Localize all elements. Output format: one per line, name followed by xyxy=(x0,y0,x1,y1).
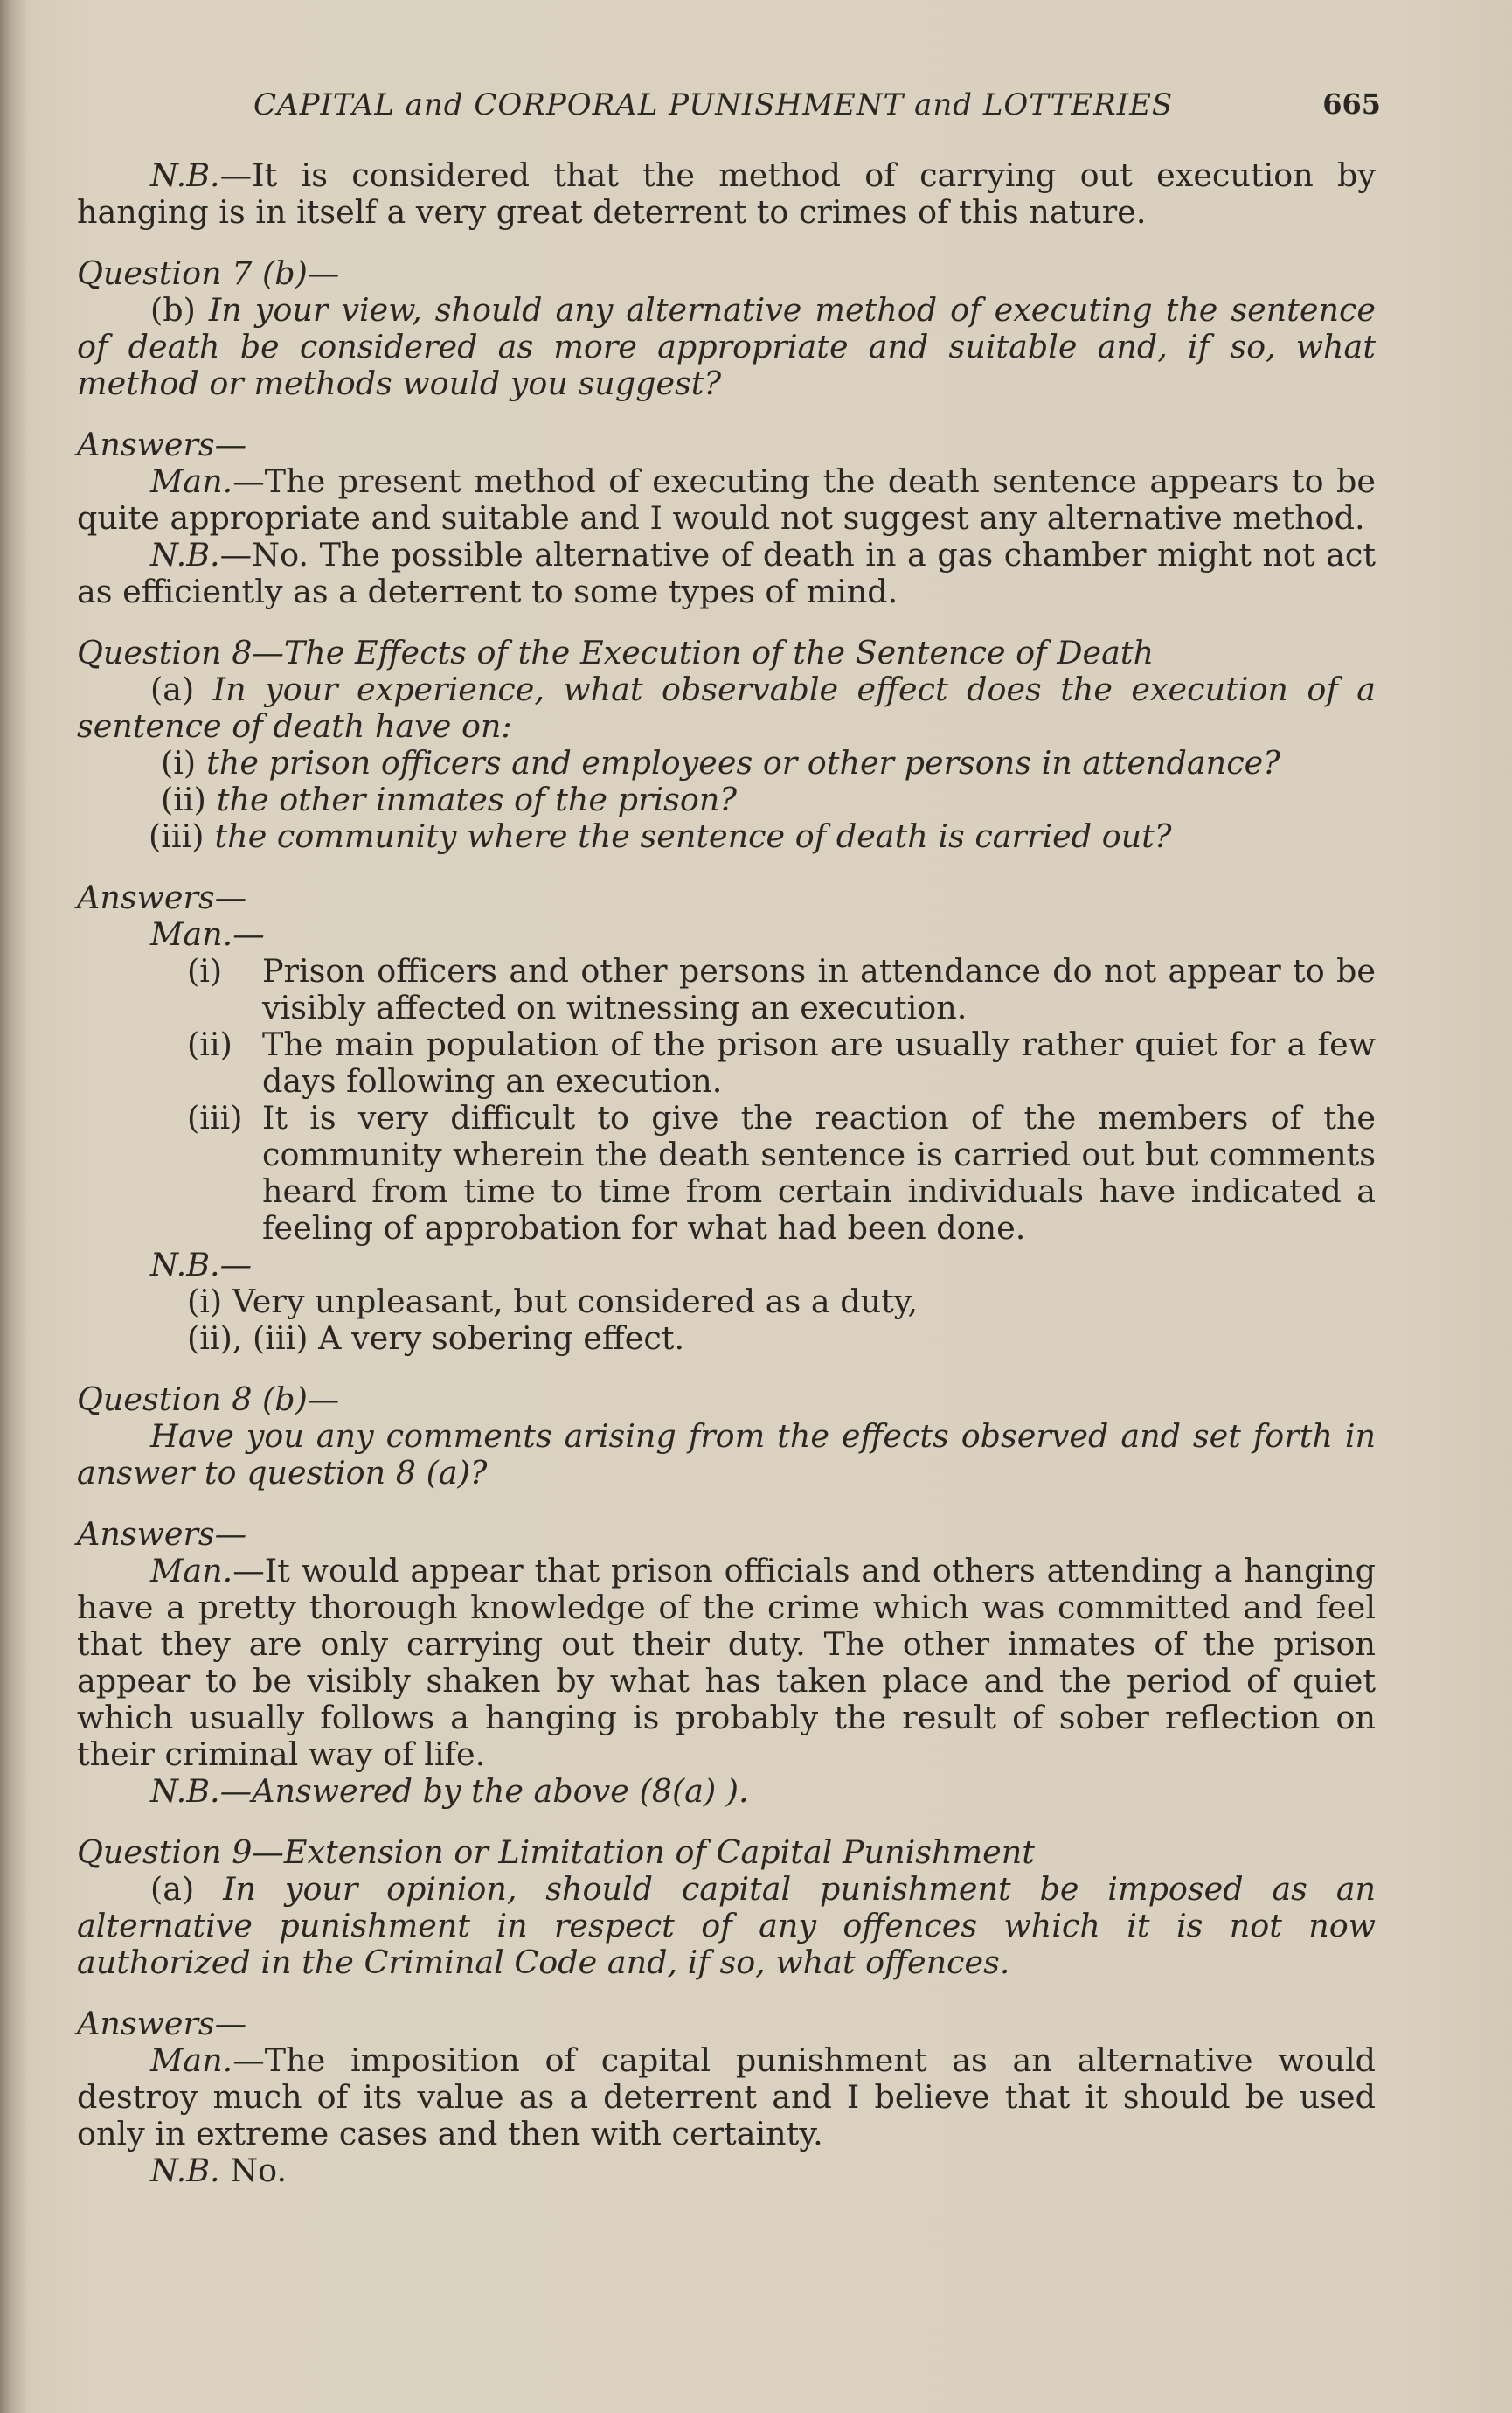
man-text: —The imposition of capital punishment as an alternative would destroy much of its value as a deterrent and I believe that it should be used only in extreme cases and then with certainty. xyxy=(77,2041,1376,2152)
question-7b-heading: Question 7 (b)— xyxy=(77,254,340,292)
question-label: (a) xyxy=(150,1870,195,1908)
answers-heading: Answers— xyxy=(77,426,247,463)
list-item xyxy=(161,782,1376,818)
item-number: (ii) xyxy=(161,781,206,818)
item-text: Prison officers and other persons in attendance do not appear to be visibly affected on witnessing an execution. xyxy=(262,952,1376,1026)
man-answer xyxy=(77,463,1376,537)
answers-heading: Answers— xyxy=(77,2005,247,2042)
item-number: (iii) xyxy=(149,817,205,855)
man-text: —The present method of executing the death sentence appears to be quite appropriate and suitable and I would not suggest any alternative method. xyxy=(77,462,1376,537)
man-label: Man. xyxy=(150,1552,233,1589)
page-binding-edge xyxy=(0,0,26,2413)
question-8b-heading: Question 8 (b)— xyxy=(77,1380,340,1418)
nb-text: No. xyxy=(219,2152,288,2189)
nb-list xyxy=(187,1283,1376,1357)
question-body: In your view, should any alternative method of executing the sentence of death be considered as more appropriate and suitable and, if so, what method or methods would you suggest? xyxy=(77,291,1376,402)
list-item xyxy=(187,1026,1376,1100)
question-9-heading: Question 9—Extension or Limitation of Capital Punishment xyxy=(77,1833,1035,1871)
man-label: Man. xyxy=(150,462,233,500)
question-7b-text xyxy=(77,292,1376,402)
man-label: Man.— xyxy=(150,915,265,953)
list-item: (i) Very unpleasant, but considered as a duty, xyxy=(187,1283,919,1320)
page-number: 665 xyxy=(1322,87,1381,121)
question-body: In your opinion, should capital punishment be imposed as an alternative punishment in respect of any offences which it is not now authorized in the Criminal Code and, if so, what offences. xyxy=(77,1870,1376,1981)
item-number: (i) xyxy=(187,952,223,990)
man-label: Man. xyxy=(150,2041,233,2079)
question-body: In your experience, what observable effect does the execution of a sentence of death have on: xyxy=(77,671,1376,745)
item-text: the community where the sentence of death is carried out? xyxy=(214,817,1172,855)
list-item xyxy=(187,953,1376,1026)
page-header xyxy=(253,87,1381,131)
nb-answer: N.B.—Answered by the above (8(a) ). xyxy=(150,1772,749,1810)
question-label: (b) xyxy=(150,291,196,329)
nb-paragraph xyxy=(77,157,1376,231)
list-item xyxy=(149,818,1376,855)
item-text: It is very difficult to give the reaction of the members of the community wherein the death sentence is carried out but comments heard from time to time from certain individuals have indicated a feeling of approbation for what had been done. xyxy=(262,1099,1376,1247)
question-8b-text: Have you any comments arising from the effects observed and set forth in answer to question 8 (a)? xyxy=(77,1417,1376,1492)
page-body xyxy=(77,157,1376,2189)
nb-label: N.B. xyxy=(150,156,220,194)
list-item xyxy=(161,745,1376,782)
list-item: (ii), (iii) A very sobering effect. xyxy=(187,1319,685,1357)
question-8-text xyxy=(77,671,1376,745)
item-number: (iii) xyxy=(187,1099,243,1137)
man-text: —It would appear that prison officials and others attending a hanging have a pretty thorough knowledge of the crime which was committed and feel that they are only carrying out their duty. The other inmates of the prison appear to be visibly shaken by what has taken place and the period of quiet which usually follows a hanging is probably the result of sober reflection on their criminal way of life. xyxy=(77,1552,1376,1773)
list-item xyxy=(187,1100,1376,1247)
item-number: (ii) xyxy=(187,1026,232,1063)
item-text: the prison officers and employees or other persons in attendance? xyxy=(206,744,1280,782)
man-answer xyxy=(77,1553,1376,1773)
nb-label: N.B.— xyxy=(150,1246,253,1283)
question-9-text xyxy=(77,1871,1376,1981)
item-text: the other inmates of the prison? xyxy=(216,781,737,818)
running-head: CAPITAL and CORPORAL PUNISHMENT and LOTTERIES xyxy=(253,87,1174,122)
nb-label: N.B. xyxy=(150,2152,220,2189)
question-8-heading: Question 8—The Effects of the Execution of the Sentence of Death xyxy=(77,634,1155,671)
question-label: (a) xyxy=(150,671,195,708)
answers-heading: Answers— xyxy=(77,879,247,916)
nb-answer xyxy=(77,537,1376,610)
man-answer xyxy=(77,2042,1376,2152)
nb-text: —No. The possible alternative of death in a gas chamber might not act as efficiently as a deterrent to some types of mind. xyxy=(77,536,1376,610)
item-text: The main population of the prison are usually rather quiet for a few days following an execution. xyxy=(262,1026,1376,1100)
item-number: (i) xyxy=(161,744,197,782)
question-8-items xyxy=(149,744,1376,855)
nb-label: N.B. xyxy=(150,536,220,574)
nb-text: —It is considered that the method of carrying out execution by hanging is in itself a very great deterrent to crimes of this nature. xyxy=(77,156,1376,231)
answers-heading: Answers— xyxy=(77,1515,247,1553)
nb-answer xyxy=(77,2152,1376,2189)
